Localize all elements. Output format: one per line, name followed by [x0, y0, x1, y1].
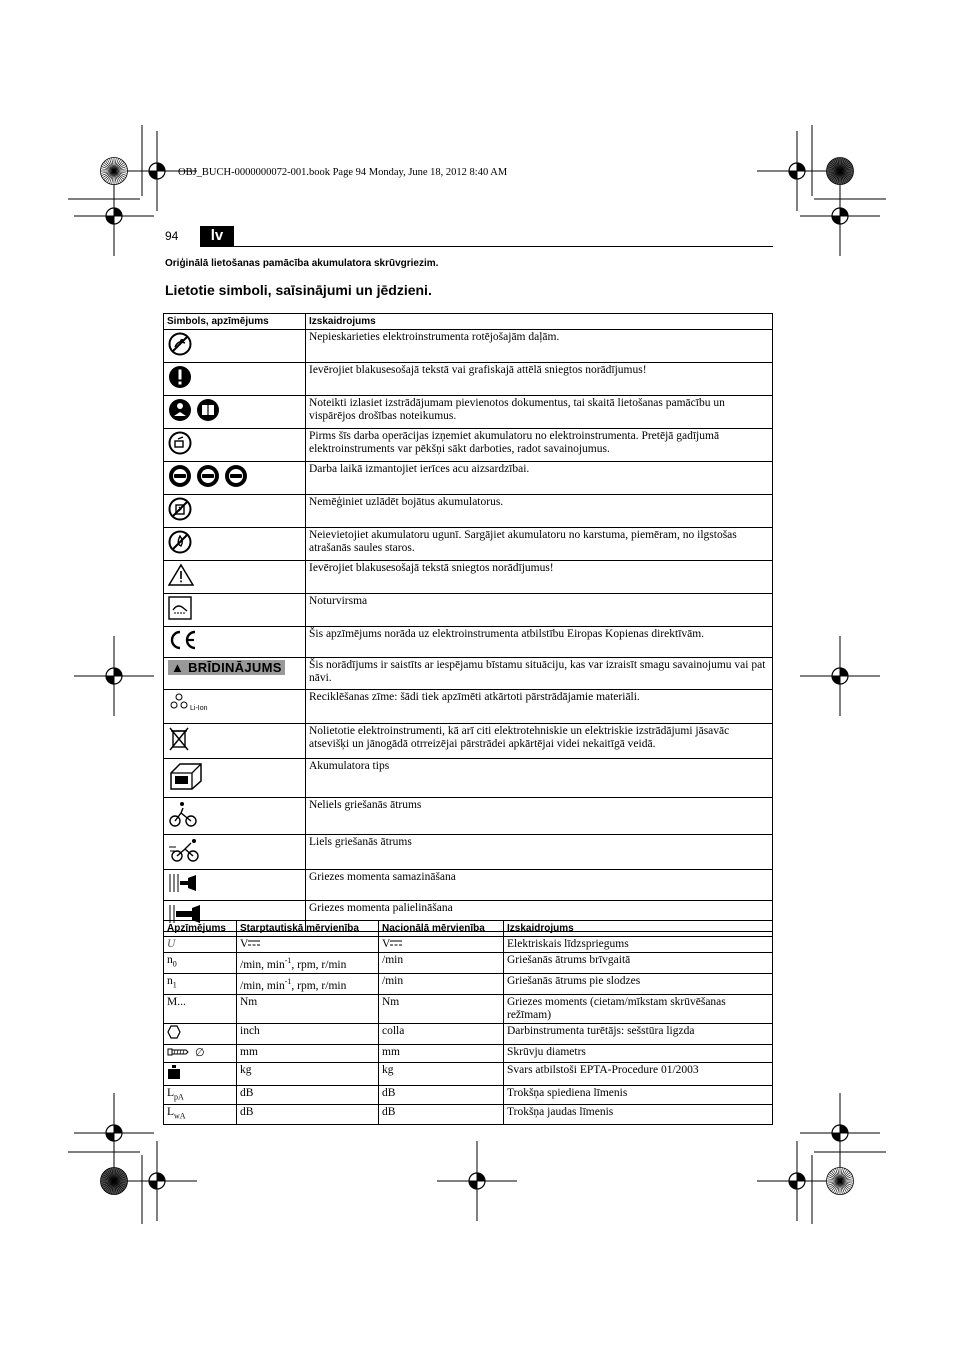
- unit-text: , rpm, r/min: [291, 979, 347, 992]
- table-row: [164, 690, 773, 724]
- diameter-symbol: ∅: [195, 1045, 205, 1059]
- table-row: [164, 528, 773, 561]
- abbreviation-cell: [164, 973, 237, 994]
- explanation-cell: Griešanās ātrums brīvgaitā: [504, 953, 773, 974]
- symbol-cell: [164, 724, 306, 759]
- color-target-icon: [100, 157, 128, 185]
- abbreviation-cell: [164, 994, 237, 1023]
- symbol-cell: [164, 759, 306, 798]
- unit-text: mm: [240, 1045, 258, 1058]
- warning-badge: ▲ BRĪDINĀJUMS: [168, 660, 285, 675]
- ce-mark-icon: [168, 642, 198, 654]
- unit-text: dB: [240, 1087, 254, 1100]
- dc-symbol-icon: [248, 938, 260, 950]
- header-rule: [200, 246, 773, 247]
- symbol-cell: [164, 528, 306, 561]
- symbol-cell: [164, 396, 306, 429]
- table-row: [164, 937, 773, 953]
- abbreviation-cell: [164, 937, 237, 953]
- unit-text: colla: [382, 1024, 405, 1037]
- unit-text: dB: [382, 1106, 396, 1119]
- registration-mark-icon: [800, 636, 880, 716]
- abbreviation: n: [167, 954, 173, 966]
- column-header: Izskaidrojums: [504, 921, 773, 937]
- unit-text: /min, min: [240, 958, 285, 971]
- registration-mark-icon: [117, 1141, 197, 1221]
- unit-text: Nm: [382, 995, 400, 1008]
- symbol-cell: [164, 330, 306, 363]
- unit-text: dB: [382, 1087, 396, 1100]
- table-header-row: [164, 314, 773, 330]
- explanation-cell: Noturvirsma: [306, 594, 773, 627]
- explanation-cell: Šis norādījums ir saistīts ar iespējamu bīstamu situāciju, kas var izraisīt smagu savainojumu vai pat nāvi.: [306, 658, 773, 690]
- unit-text: /min: [382, 954, 404, 966]
- symbol-cell: [164, 658, 306, 690]
- table-row: [164, 953, 773, 974]
- screw-diameter-icon: [167, 1045, 205, 1060]
- unit-text: inch: [240, 1024, 260, 1037]
- explanation-cell: Pirms šīs darba operācijas izņemiet akumulatoru no elektroinstrumenta. Pretējā gadījumā elektroinstruments var pēkšņi sākt darboties, radot savainojumus.: [306, 429, 773, 462]
- explanation-cell: Griezes moments (cietam/mīkstam skrūvēšanas režīmam): [504, 994, 773, 1023]
- hex-socket-icon: [167, 1030, 181, 1042]
- abbreviation: U: [167, 938, 176, 950]
- symbol-cell: [164, 462, 306, 495]
- abbreviation-subscript: wA: [174, 1111, 186, 1121]
- explanation-cell: Trokšņa jaudas līmenis: [504, 1105, 773, 1124]
- table-row: [164, 330, 773, 363]
- national-unit-cell: [379, 1044, 504, 1063]
- explanation-cell: Darbinstrumenta turētājs: sešstūra ligzda: [504, 1023, 773, 1044]
- color-target-icon: [826, 157, 854, 185]
- table-row: [164, 1063, 773, 1086]
- symbol-cell: [164, 429, 306, 462]
- explanation-cell: Griezes momenta samazināšana: [306, 870, 773, 901]
- explanation-cell: Nemēģiniet uzlādēt bojātus akumulatorus.: [306, 495, 773, 528]
- unit-superscript: -1: [284, 956, 292, 965]
- international-unit-cell: [237, 1023, 379, 1044]
- table-row: [164, 462, 773, 495]
- unit-text: Nm: [240, 995, 258, 1008]
- battery-pack-icon: [168, 782, 204, 794]
- national-unit-cell: [379, 1063, 504, 1086]
- warning-triangle-icon: [168, 578, 194, 590]
- registration-mark-icon: [757, 1141, 837, 1221]
- table-row: [164, 759, 773, 798]
- symbol-cell: [164, 690, 306, 724]
- registration-mark-icon: [74, 636, 154, 716]
- abbreviation-cell: [164, 1063, 237, 1086]
- abbreviation: M...: [167, 995, 186, 1008]
- table-row: [164, 627, 773, 658]
- abbreviation-subscript: pA: [174, 1092, 184, 1102]
- table-row: [164, 594, 773, 627]
- explanation-cell: Nepieskarieties elektroinstrumenta rotējošajām daļām.: [306, 330, 773, 363]
- national-unit-cell: [379, 1105, 504, 1124]
- abbreviation-cell: [164, 1105, 237, 1124]
- table-row: [164, 870, 773, 901]
- explanation-cell: Griezes momenta palielināšana: [306, 901, 773, 932]
- national-unit-cell: [379, 1023, 504, 1044]
- table-row: [164, 363, 773, 396]
- section-title: Lietotie simboli, saīsinājumi un jēdzieni.: [165, 282, 432, 298]
- subtitle: Oriģinālā lietošanas pamācība akumulatora skrūvgriezim.: [165, 258, 439, 269]
- table-row: [164, 973, 773, 994]
- symbol-cell: [164, 870, 306, 901]
- explanation-cell: Skrūvju diametrs: [504, 1044, 773, 1063]
- column-header: Izskaidrojums: [306, 314, 773, 330]
- international-unit-cell: [237, 937, 379, 953]
- national-unit-cell: [379, 973, 504, 994]
- remove-battery-icon: [168, 446, 192, 458]
- abbreviation-cell: [164, 1086, 237, 1105]
- explanation-cell: Griešanās ātrums pie slodzes: [504, 973, 773, 994]
- read-manual-icon: [168, 413, 220, 425]
- grip-surface-icon: [168, 611, 192, 623]
- language-tab: lv: [200, 226, 234, 246]
- abbreviation-cell: [164, 953, 237, 974]
- explanation-cell: Šis apzīmējums norāda uz elektroinstrumenta atbilstību Eiropas Kopienas direktīvām.: [306, 627, 773, 658]
- column-header: Apzīmējums: [164, 921, 237, 937]
- dc-symbol-icon: [390, 938, 402, 950]
- color-target-icon: [100, 1167, 128, 1195]
- eye-protection-icon: [168, 479, 248, 491]
- table-row: [164, 658, 773, 690]
- registration-mark-icon: [800, 176, 880, 256]
- unit-text: V: [240, 938, 249, 950]
- table-row: [164, 1023, 773, 1044]
- unit-text: /min: [382, 974, 404, 987]
- table-row: [164, 429, 773, 462]
- unit-text: dB: [240, 1106, 254, 1119]
- explanation-cell: Svars atbilstoši EPTA-Procedure 01/2003: [504, 1063, 773, 1086]
- table-row: [164, 561, 773, 594]
- explanation-cell: Ievērojiet blakusesošajā tekstā vai grafiskajā attēlā sniegtos norādījumus!: [306, 363, 773, 396]
- table-row: [164, 1105, 773, 1124]
- symbol-cell: [164, 594, 306, 627]
- symbol-cell: [164, 627, 306, 658]
- unit-superscript: -1: [284, 976, 292, 986]
- unit-text: mm: [382, 1045, 400, 1058]
- national-unit-cell: [379, 953, 504, 974]
- international-unit-cell: [237, 1063, 379, 1086]
- table-row: [164, 724, 773, 759]
- international-unit-cell: [237, 1086, 379, 1105]
- national-unit-cell: [379, 1086, 504, 1105]
- exclamation-icon: [168, 380, 192, 392]
- symbols-table: [163, 313, 773, 932]
- symbol-cell: [164, 835, 306, 870]
- unit-text: kg: [382, 1064, 394, 1077]
- table-row: [164, 835, 773, 870]
- table-row: [164, 1044, 773, 1063]
- abbreviation-cell: [164, 1044, 237, 1063]
- abbreviation-subscript: 1: [172, 980, 177, 990]
- table-row: [164, 495, 773, 528]
- page-number: 94: [165, 229, 179, 243]
- explanation-cell: Elektriskais līdzspriegums: [504, 937, 773, 953]
- column-header: Simbols, apzīmējums: [164, 314, 306, 330]
- explanation-cell: Darba laikā izmantojiet ierīces acu aizsardzībai.: [306, 462, 773, 495]
- explanation-cell: Noteikti izlasiet izstrādājumam pievienotos dokumentus, tai skaitā lietošanas pamācību un vispārējos drošības noteikumus.: [306, 396, 773, 429]
- no-touch-rotating-parts-icon: [168, 347, 192, 359]
- explanation-cell: Ievērojiet blakusesošajā tekstā sniegtos norādījumus!: [306, 561, 773, 594]
- high-speed-bike-icon: [168, 854, 202, 866]
- explanation-cell: Akumulatora tips: [306, 759, 773, 798]
- explanation-cell: Neievietojiet akumulatoru ugunī. Sargājiet akumulatoru no karstuma, piemēram, no ilgstošas atrašanās saules staros.: [306, 528, 773, 561]
- low-speed-bike-icon: [168, 819, 198, 831]
- abbreviation: n: [167, 974, 173, 987]
- weight-icon: [167, 1071, 181, 1083]
- column-header: Nacionālā mērvienība: [379, 921, 504, 937]
- international-unit-cell: [237, 994, 379, 1023]
- unit-text: V: [382, 938, 391, 950]
- table-row: [164, 798, 773, 835]
- crossed-bin-icon: [168, 743, 190, 755]
- explanation-cell: Reciklēšanas zīme: šādi tiek apzīmēti atkārtoti pārstrādājamie materiāli.: [306, 690, 773, 724]
- national-unit-cell: [379, 994, 504, 1023]
- color-target-icon: [826, 1167, 854, 1195]
- unit-text: , rpm, r/min: [291, 958, 347, 971]
- table-row: [164, 396, 773, 429]
- national-unit-cell: [379, 937, 504, 953]
- abbreviation-cell: [164, 1023, 237, 1044]
- explanation-cell: Neliels griešanās ātrums: [306, 798, 773, 835]
- no-charge-damaged-battery-icon: [168, 512, 192, 524]
- li-ion-recycling-icon: [168, 701, 208, 713]
- li-ion-label: Li-Ion: [190, 705, 208, 712]
- warning-badge-label: BRĪDINĀJUMS: [188, 660, 282, 675]
- no-fire-battery-icon: [168, 545, 192, 557]
- symbol-cell: [164, 798, 306, 835]
- abbreviation: L: [167, 1106, 175, 1119]
- print-line: OBJ_BUCH-0000000072-001.book Page 94 Monday, June 18, 2012 8:40 AM: [178, 167, 508, 178]
- registration-mark-icon: [74, 176, 154, 256]
- abbreviation-subscript: 0: [172, 959, 177, 969]
- abbreviation: L: [167, 1087, 175, 1100]
- symbol-cell: [164, 495, 306, 528]
- international-unit-cell: [237, 953, 379, 974]
- table-row: [164, 994, 773, 1023]
- unit-text: kg: [240, 1064, 252, 1077]
- column-header: Starptautiskā mērvienība: [237, 921, 379, 937]
- international-unit-cell: [237, 1105, 379, 1124]
- international-unit-cell: [237, 973, 379, 994]
- unit-text: /min, min: [240, 979, 285, 992]
- explanation-cell: Trokšņa spiediena līmenis: [504, 1086, 773, 1105]
- table-row: [164, 1086, 773, 1105]
- symbol-cell: [164, 561, 306, 594]
- international-unit-cell: [237, 1044, 379, 1063]
- explanation-cell: Liels griešanās ātrums: [306, 835, 773, 870]
- torque-decrease-icon: [168, 885, 198, 897]
- units-table: [163, 920, 773, 1125]
- symbol-cell: [164, 363, 306, 396]
- explanation-cell: Nolietotie elektroinstrumenti, kā arī citi elektrotehniskie un elektriskie izstrādājumi jāsavāc atsevišķi un jānogādā otrreizējai pārstrādei apkārtējai videi nekaitīgā veidā.: [306, 724, 773, 759]
- table-header-row: [164, 921, 773, 937]
- registration-mark-icon: [437, 1141, 517, 1221]
